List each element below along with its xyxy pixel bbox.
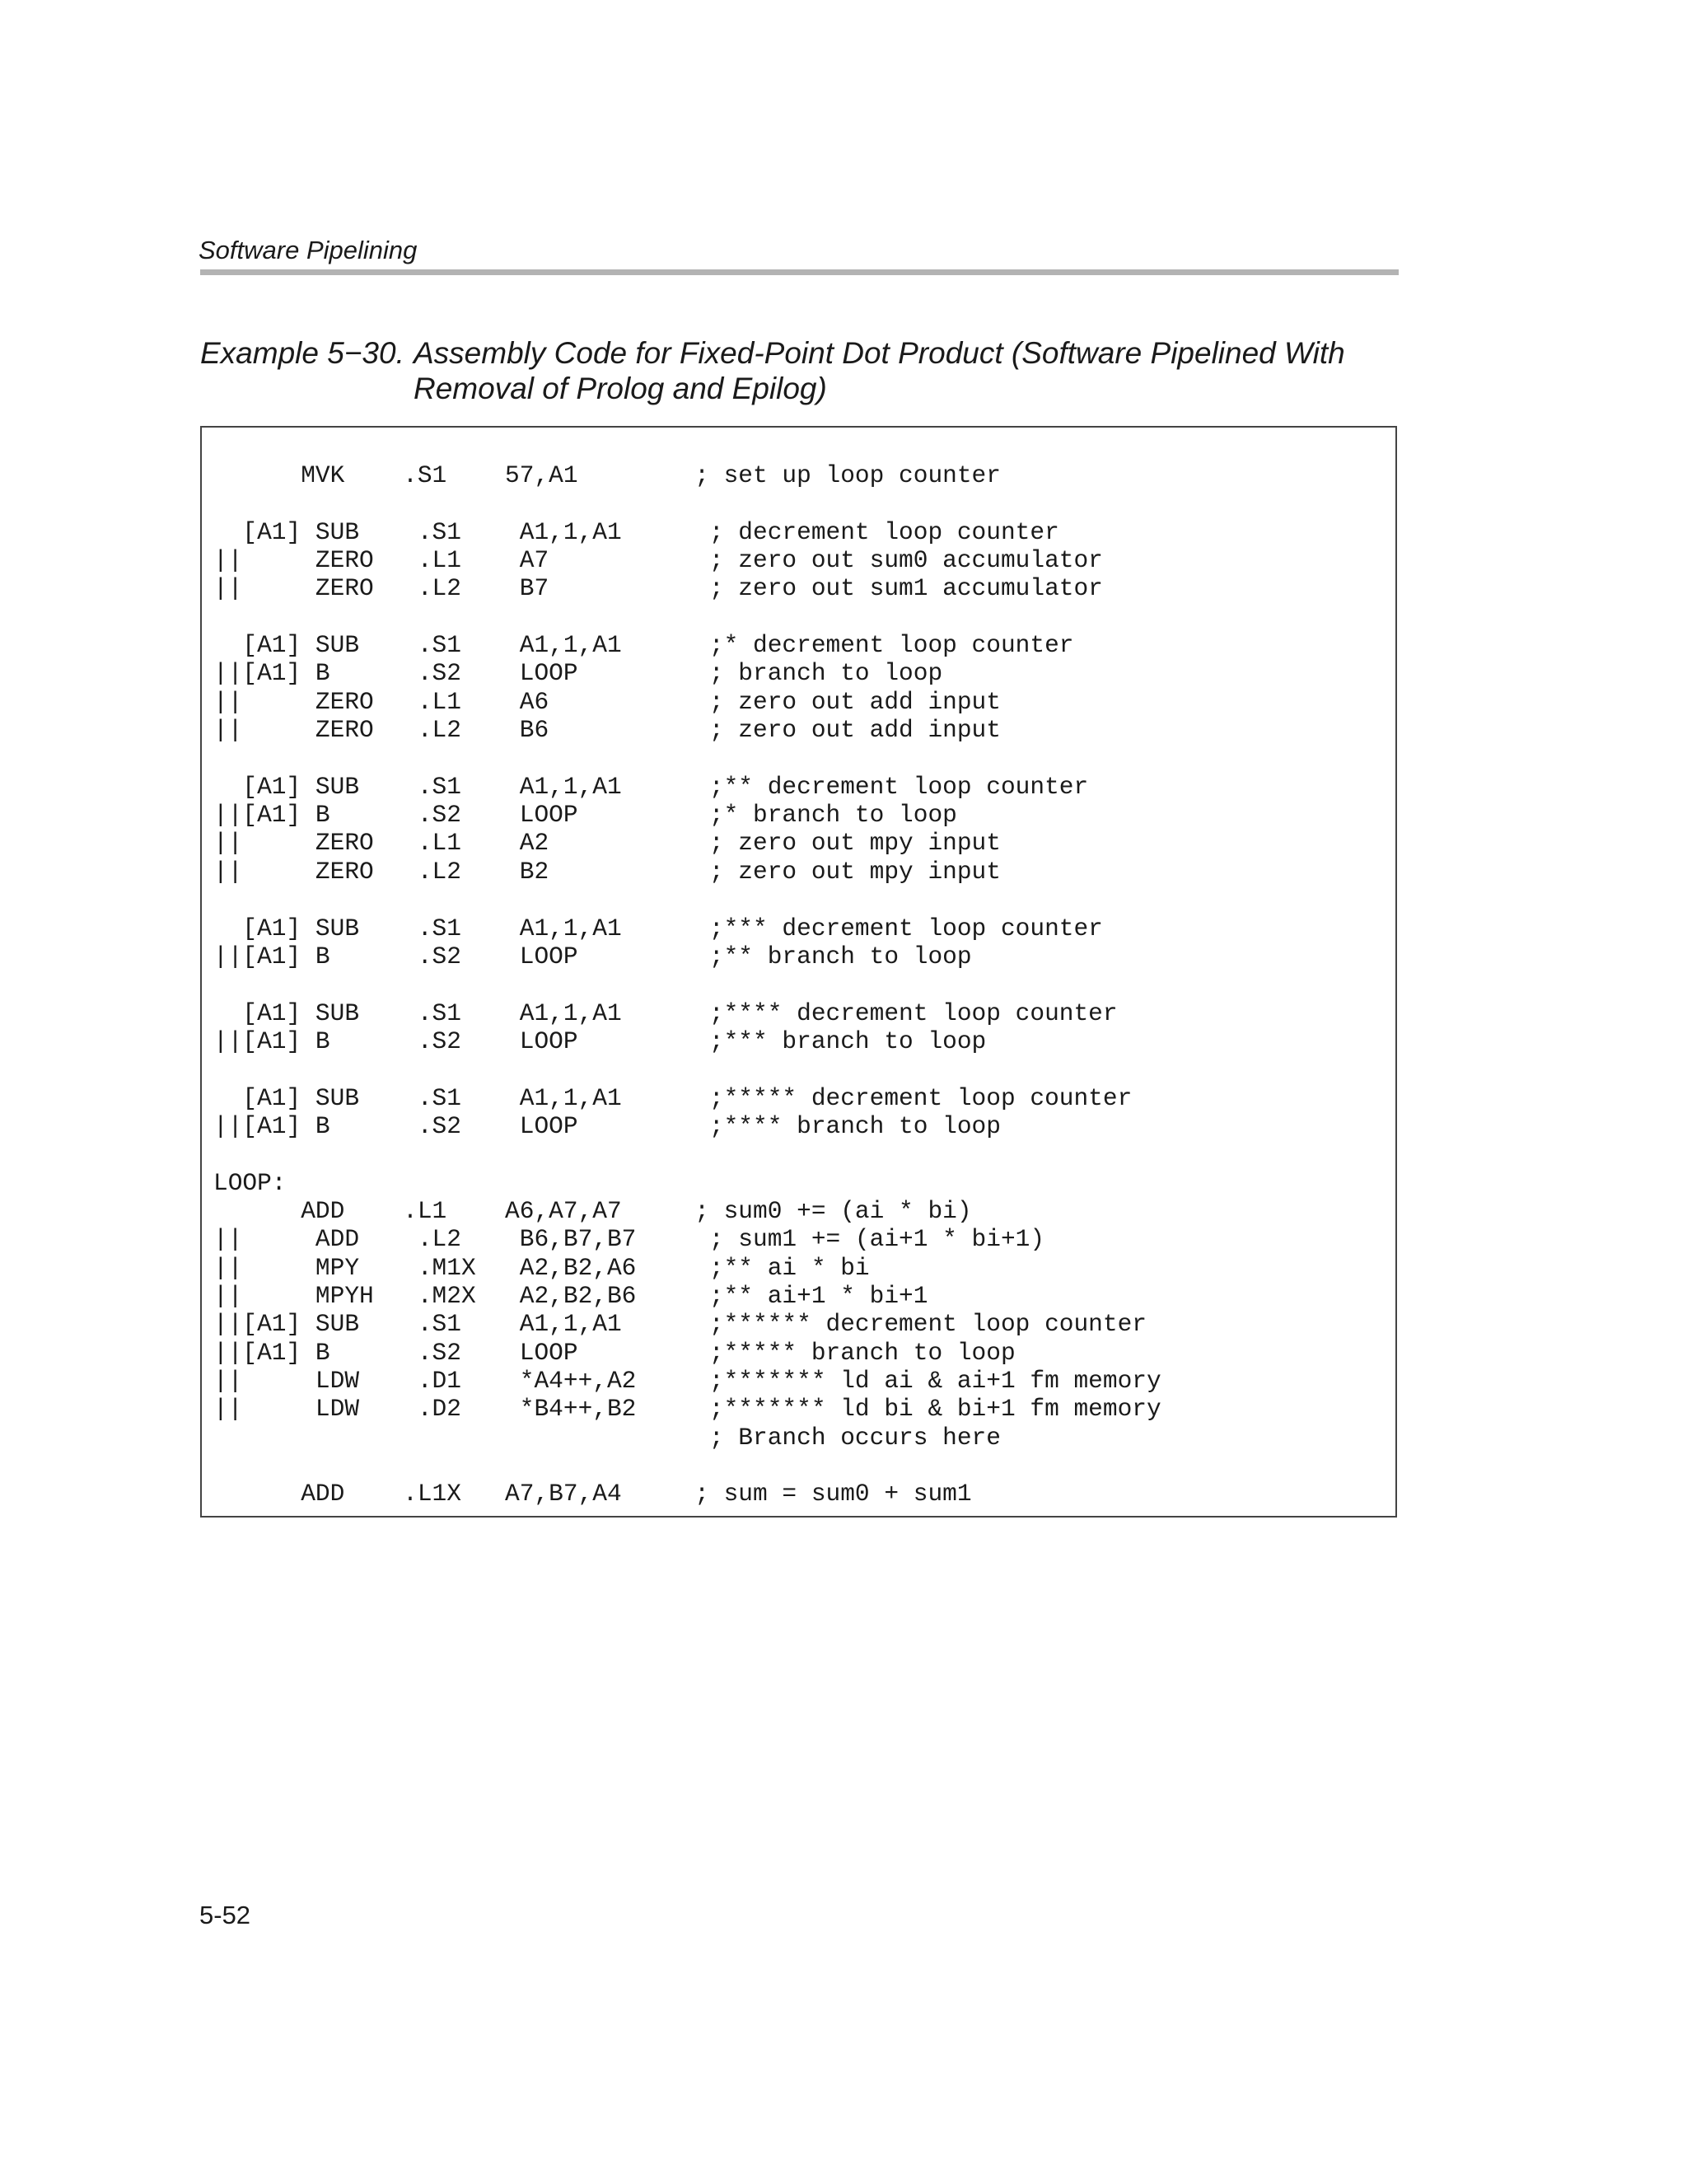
code-line: MVK .S1 57,A1 ; set up loop counter — [213, 461, 1001, 489]
code-line: [A1] SUB .S1 A1,1,A1 ; decrement loop counter — [213, 517, 1059, 546]
code-line: [A1] SUB .S1 A1,1,A1 ;**** decrement loop counter — [213, 998, 1118, 1027]
code-line: || ZERO .L2 B7 ; zero out sum1 accumulator — [213, 574, 1103, 603]
code-line: ADD .L1 A6,A7,A7 ; sum0 += (ai * bi) — [213, 1196, 972, 1225]
code-line — [213, 1140, 1161, 1168]
header-rule — [200, 269, 1399, 275]
code-line: || ZERO .L1 A6 ; zero out add input — [213, 687, 1001, 716]
example-title: Assembly Code for Fixed-Point Dot Product (Software Pipelined With Removal of Prolog and Epilog) — [414, 336, 1345, 405]
example-label: Example 5−30. — [200, 336, 404, 370]
code-line: || ZERO .L1 A2 ; zero out mpy input — [213, 829, 1001, 858]
code-line — [213, 886, 1161, 914]
code-line — [213, 1055, 1161, 1083]
code-line: [A1] SUB .S1 A1,1,A1 ;***** decrement loop counter — [213, 1083, 1133, 1112]
code-line: ||[A1] B .S2 LOOP ;** branch to loop — [213, 942, 972, 970]
code-line: LOOP: — [213, 1168, 287, 1197]
code-line: ; Branch occurs here — [213, 1423, 1001, 1452]
code-line: ||[A1] SUB .S1 A1,1,A1 ;****** decrement loop counter — [213, 1310, 1147, 1339]
code-line — [213, 1452, 1161, 1480]
code-line: ADD .L1X A7,B7,A4 ; sum = sum0 + sum1 — [213, 1480, 972, 1508]
code-line — [213, 489, 1161, 517]
running-header: Software Pipelining — [199, 236, 418, 264]
code-line: || LDW .D1 *A4++,A2 ;******* ld ai & ai+1 fm memory — [213, 1367, 1161, 1395]
code-line — [213, 970, 1161, 998]
code-line — [213, 744, 1161, 772]
code-line: || ADD .L2 B6,B7,B7 ; sum1 += (ai+1 * bi+1) — [213, 1225, 1045, 1254]
code-line: [A1] SUB .S1 A1,1,A1 ;* decrement loop counter — [213, 631, 1074, 660]
code-line: ||[A1] B .S2 LOOP ;**** branch to loop — [213, 1111, 1001, 1140]
code-line: ||[A1] B .S2 LOOP ; branch to loop — [213, 659, 943, 688]
code-line: ||[A1] B .S2 LOOP ;***** branch to loop — [213, 1338, 1016, 1367]
code-line: ||[A1] B .S2 LOOP ;*** branch to loop — [213, 1027, 987, 1055]
code-line: [A1] SUB .S1 A1,1,A1 ;** decrement loop counter — [213, 772, 1089, 801]
code-listing — [213, 461, 1161, 1508]
code-line: ||[A1] B .S2 LOOP ;* branch to loop — [213, 801, 957, 830]
code-line: || ZERO .L2 B2 ; zero out mpy input — [213, 857, 1001, 886]
code-line — [213, 603, 1161, 631]
page-number: 5-52 — [199, 1901, 251, 1929]
code-line: [A1] SUB .S1 A1,1,A1 ;*** decrement loop counter — [213, 914, 1103, 942]
code-line: || ZERO .L1 A7 ; zero out sum0 accumulator — [213, 546, 1103, 575]
code-line: || MPYH .M2X A2,B2,B6 ;** ai+1 * bi+1 — [213, 1281, 928, 1310]
code-line: || LDW .D2 *B4++,B2 ;******* ld bi & bi+1 fm memory — [213, 1395, 1161, 1424]
code-line: || MPY .M1X A2,B2,A6 ;** ai * bi — [213, 1253, 870, 1282]
code-line: || ZERO .L2 B6 ; zero out add input — [213, 716, 1001, 745]
